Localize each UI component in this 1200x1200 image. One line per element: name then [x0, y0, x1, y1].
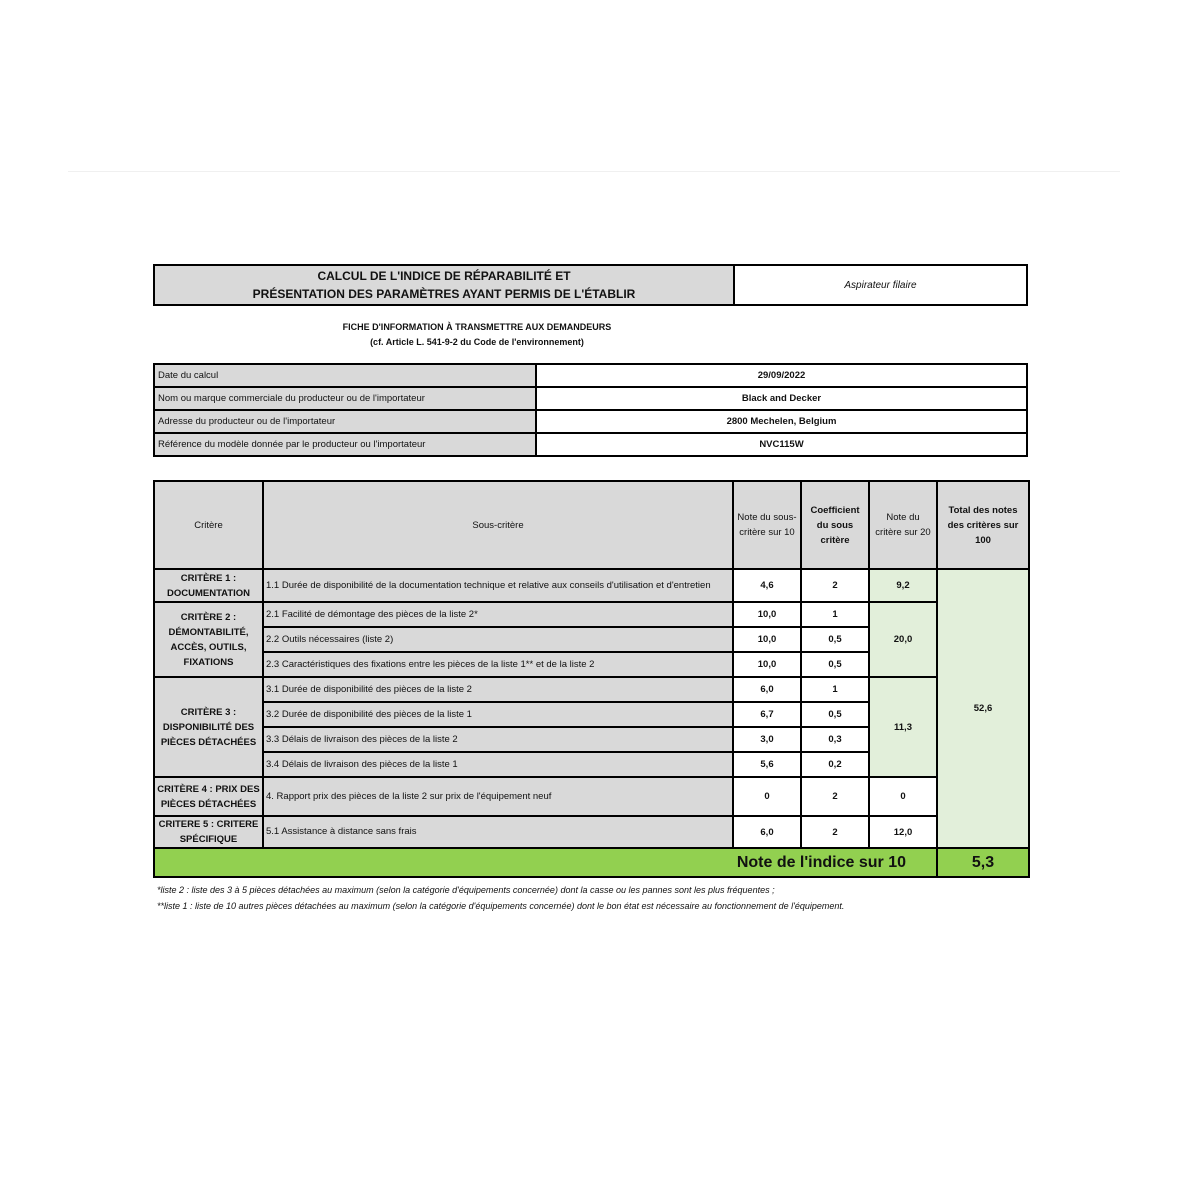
final-score-row: [154, 848, 1029, 877]
footnote-liste-1: **liste 1 : liste de 10 autres pièces détachées au maximum (selon la catégorie d'équipements concernée) dont le bon état est nécessaire au fonctionnement de l'équipement.: [157, 901, 845, 911]
table-header-row: [154, 481, 1029, 569]
header-sous-critere: Sous-critère: [263, 481, 733, 569]
criterion-5-score: 12,0: [869, 816, 937, 848]
note-2-1: 10,0: [733, 602, 801, 627]
subcriterion-1-1: 1.1 Durée de disponibilité de la documentation technique et relative aux conseils d'utilisation et d'entretien: [263, 569, 733, 602]
header-total: Total des notes des critères sur 100: [937, 481, 1029, 569]
note-1-1: 4,6: [733, 569, 801, 602]
table-row: [154, 602, 1029, 627]
subcriterion-3-3: 3.3 Délais de livraison des pièces de la liste 2: [263, 727, 733, 752]
header-note-sous: Note du sous-critère sur 10: [733, 481, 801, 569]
coef-1-1: 2: [801, 569, 869, 602]
table-row: [154, 816, 1029, 848]
info-row: [154, 364, 1027, 387]
info-value-brand: Black and Decker: [536, 387, 1027, 410]
note-4: 0: [733, 777, 801, 816]
final-score-value: 5,3: [937, 848, 1029, 877]
info-value-address: 2800 Mechelen, Belgium: [536, 410, 1027, 433]
title-line-1: CALCUL DE L'INDICE DE RÉPARABILITÉ ET: [317, 269, 571, 283]
coef-3-4: 0,2: [801, 752, 869, 777]
info-row: [154, 433, 1027, 456]
document-header: [153, 264, 1028, 306]
note-2-3: 10,0: [733, 652, 801, 677]
criterion-2: CRITÈRE 2 : DÉMONTABILITÉ, ACCÈS, OUTILS, FIXATIONS: [154, 602, 263, 677]
subcriterion-3-1: 3.1 Durée de disponibilité des pièces de la liste 2: [263, 677, 733, 702]
note-3-3: 3,0: [733, 727, 801, 752]
info-value-model: NVC115W: [536, 433, 1027, 456]
header-critere: Critère: [154, 481, 263, 569]
score-table: [153, 480, 1030, 878]
final-score-label: Note de l'indice sur 10: [154, 848, 937, 877]
subcriterion-3-2: 3.2 Durée de disponibilité des pièces de la liste 1: [263, 702, 733, 727]
coef-3-3: 0,3: [801, 727, 869, 752]
note-5-1: 6,0: [733, 816, 801, 848]
title-line-2: PRÉSENTATION DES PARAMÈTRES AYANT PERMIS DE L'ÉTABLIR: [252, 287, 636, 301]
criterion-5: CRITERE 5 : CRITERE SPÉCIFIQUE: [154, 816, 263, 848]
note-3-4: 5,6: [733, 752, 801, 777]
header-coef: Coefficient du sous critère: [801, 481, 869, 569]
info-row: [154, 410, 1027, 433]
product-type: Aspirateur filaire: [844, 279, 917, 291]
footnotes: [157, 882, 1037, 914]
footnote-liste-2: *liste 2 : liste des 3 à 5 pièces détachées au maximum (selon la catégorie d'équipements concernée) dont la casse ou les pannes sont les plus fréquentes ;: [157, 885, 775, 895]
info-row: [154, 387, 1027, 410]
coef-3-1: 1: [801, 677, 869, 702]
document-title: [155, 266, 735, 304]
header-note-crit: Note du critère sur 20: [869, 481, 937, 569]
coef-2-3: 0,5: [801, 652, 869, 677]
criterion-4-score: 0: [869, 777, 937, 816]
table-row: [154, 777, 1029, 816]
subcriterion-2-1: 2.1 Facilité de démontage des pièces de la liste 2*: [263, 602, 733, 627]
criterion-3-score: 11,3: [869, 677, 937, 777]
coef-5-1: 2: [801, 816, 869, 848]
coef-4: 2: [801, 777, 869, 816]
subcriterion-2-3: 2.3 Caractéristiques des fixations entre les pièces de la liste 1** et de la liste 2: [263, 652, 733, 677]
coef-2-1: 1: [801, 602, 869, 627]
criterion-4: CRITÈRE 4 : PRIX DES PIÈCES DÉTACHÉES: [154, 777, 263, 816]
coef-2-2: 0,5: [801, 627, 869, 652]
note-3-1: 6,0: [733, 677, 801, 702]
info-label-address: Adresse du producteur ou de l'importateur: [154, 410, 536, 433]
note-2-2: 10,0: [733, 627, 801, 652]
info-label-brand: Nom ou marque commerciale du producteur ou de l'importateur: [154, 387, 536, 410]
note-3-2: 6,7: [733, 702, 801, 727]
table-row: [154, 569, 1029, 602]
info-value-date: 29/09/2022: [536, 364, 1027, 387]
info-label-date: Date du calcul: [154, 364, 536, 387]
criterion-3: CRITÈRE 3 : DISPONIBILITÉ DES PIÈCES DÉTACHÉES: [154, 677, 263, 777]
top-divider: [68, 171, 1120, 172]
fiche-subtitle: [282, 320, 672, 350]
coef-3-2: 0,5: [801, 702, 869, 727]
subcriterion-3-4: 3.4 Délais de livraison des pièces de la liste 1: [263, 752, 733, 777]
info-table: [153, 363, 1028, 457]
info-label-model: Référence du modèle donnée par le producteur ou l'importateur: [154, 433, 536, 456]
subcriterion-5-1: 5.1 Assistance à distance sans frais: [263, 816, 733, 848]
criterion-1: CRITÈRE 1 : DOCUMENTATION: [154, 569, 263, 602]
subcriterion-2-2: 2.2 Outils nécessaires (liste 2): [263, 627, 733, 652]
subcriterion-4: 4. Rapport prix des pièces de la liste 2 sur prix de l'équipement neuf: [263, 777, 733, 816]
criterion-1-score: 9,2: [869, 569, 937, 602]
fiche-line-2: (cf. Article L. 541-9-2 du Code de l'environnement): [370, 337, 584, 347]
criterion-2-score: 20,0: [869, 602, 937, 677]
fiche-line-1: FICHE D'INFORMATION À TRANSMETTRE AUX DEMANDEURS: [342, 322, 612, 332]
table-row: [154, 677, 1029, 702]
total-score-100: 52,6: [937, 569, 1029, 848]
